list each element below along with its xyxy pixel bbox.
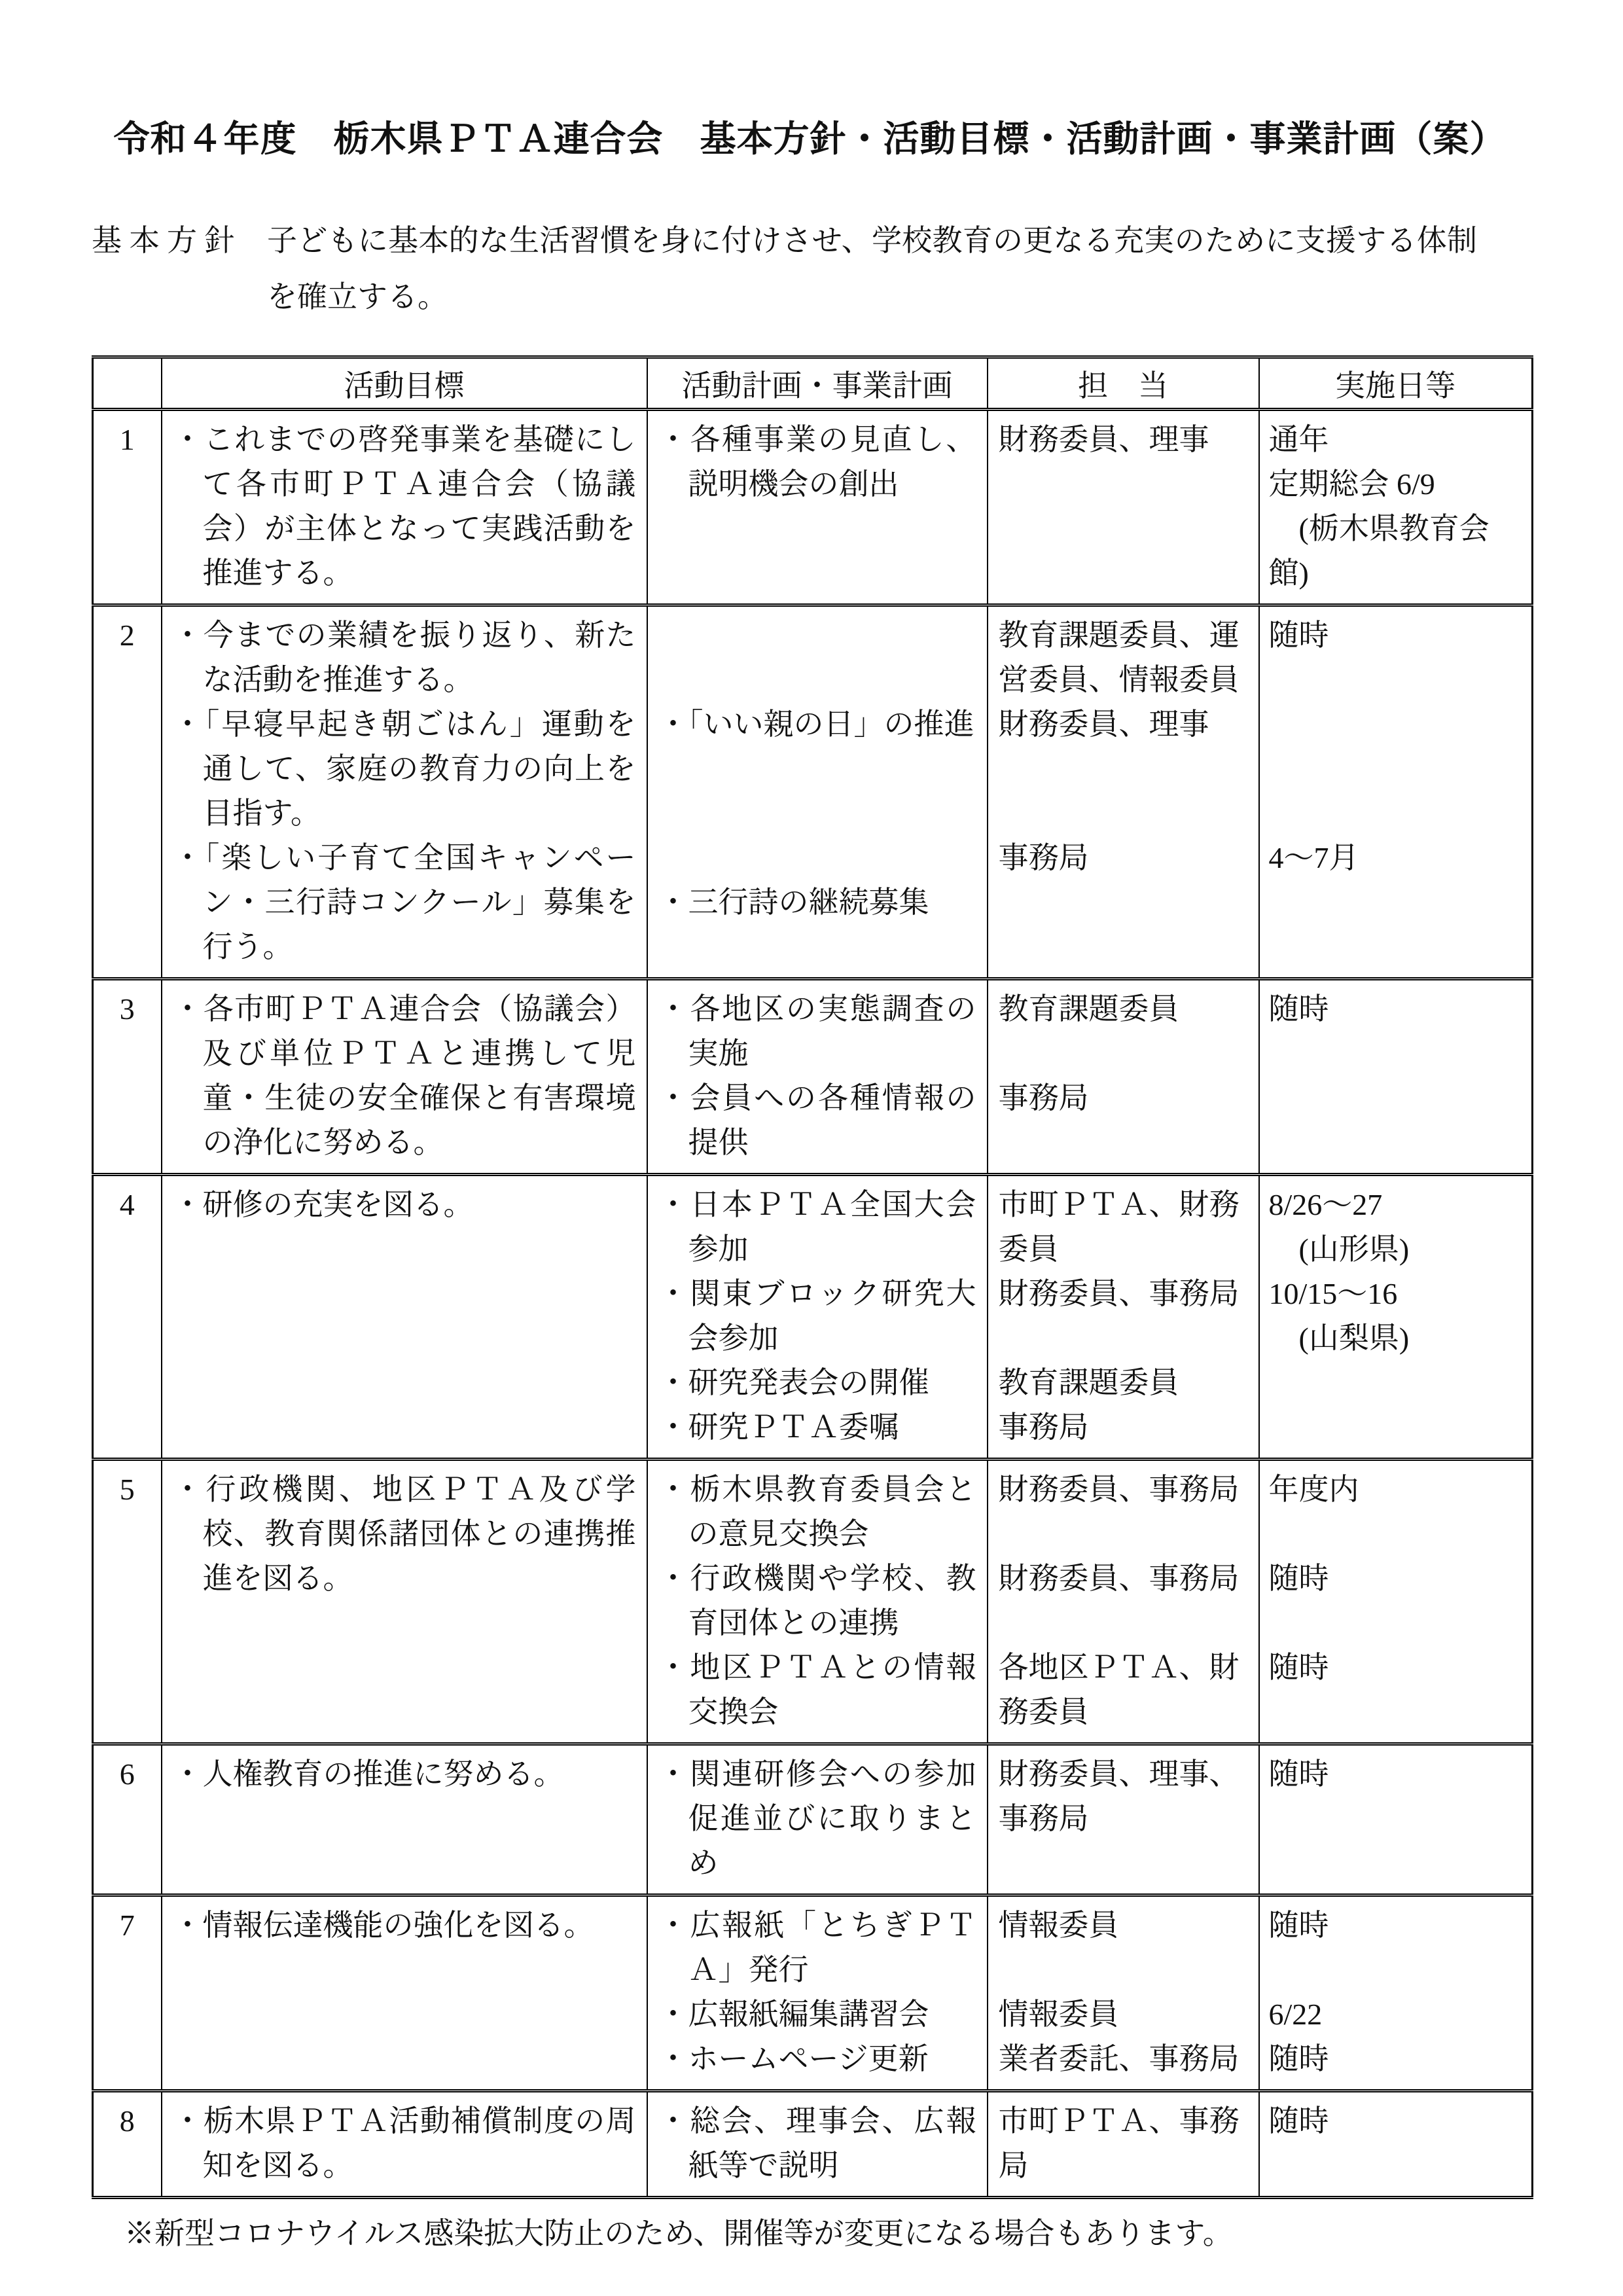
table-row	[93, 1175, 1533, 1460]
dates-cell	[1259, 979, 1533, 1175]
staff-item: 教育課題委員、運営委員、情報委員	[998, 619, 1240, 696]
plan-item: ・関東ブロック研究大会参加	[658, 1277, 976, 1355]
date-item: 8/26～27	[1268, 1188, 1383, 1221]
goal-item: ・今までの業績を振り返り、新たな活動を推進する。	[172, 619, 636, 696]
goal-item: ・情報伝達機能の強化を図る。	[172, 1909, 594, 1942]
staff-cell	[988, 410, 1259, 605]
plan-item: ・研究発表会の開催	[658, 1366, 929, 1399]
staff-item: 市町ＰＴＡ、財務委員	[998, 1188, 1240, 1266]
dates-cell	[1259, 410, 1533, 605]
staff-cell	[988, 979, 1259, 1175]
header-number	[93, 357, 162, 410]
basic-policy-label: 基 本 方 針	[92, 224, 235, 257]
row-number: 4	[93, 1175, 162, 1460]
row-number: 6	[93, 1744, 162, 1895]
date-item: 10/15～16	[1268, 1277, 1398, 1310]
staff-item: 情報委員	[998, 1909, 1119, 1942]
dates-cell	[1259, 1460, 1533, 1744]
staff-item: 財務委員、理事	[998, 423, 1209, 456]
plan-item: ・栃木県教育委員会との意見交換会	[658, 1473, 976, 1551]
plans-cell	[647, 605, 988, 979]
date-item: (山形県)	[1268, 1232, 1410, 1266]
date-item: 随時	[1268, 2042, 1329, 2075]
table-row	[93, 1744, 1533, 1895]
staff-item: 財務委員、理事	[998, 708, 1209, 741]
plan-item: ・行政機関や学校、教育団体との連携	[658, 1562, 976, 1640]
staff-item: 市町ＰＴＡ、事務局	[998, 2104, 1240, 2182]
header-plans: 活動計画・事業計画	[647, 357, 988, 410]
staff-cell	[988, 1744, 1259, 1895]
goal-item: ・これまでの啓発事業を基礎にして各市町ＰＴＡ連合会（協議会）が主体となって実践活動を推進する。	[172, 423, 636, 590]
staff-item: 財務委員、事務局	[998, 1562, 1240, 1595]
dates-cell	[1259, 1744, 1533, 1895]
plans-cell	[647, 979, 988, 1175]
date-item: 6/22	[1268, 1998, 1323, 2031]
staff-item: 事務局	[998, 1410, 1089, 1444]
goal-item: ・「楽しい子育て全国キャンペーン・三行詩コンクール」募集を行う。	[172, 841, 636, 963]
table-row	[93, 410, 1533, 605]
table-header	[93, 357, 1533, 410]
goals-cell	[162, 979, 647, 1175]
table-row	[93, 1460, 1533, 1744]
goal-item: ・各市町ＰＴＡ連合会（協議会）及び単位ＰＴＡと連携して児童・生徒の安全確保と有害環境の浄化に努める。	[172, 992, 636, 1159]
table-row	[93, 1895, 1533, 2091]
plans-cell	[647, 1895, 988, 2091]
goals-cell	[162, 1895, 647, 2091]
date-item: 随時	[1268, 619, 1329, 652]
dates-cell	[1259, 1175, 1533, 1460]
date-item: (栃木県教育会館)	[1268, 512, 1489, 590]
date-item: 随時	[1268, 1562, 1329, 1595]
staff-item: 財務委員、事務局	[998, 1473, 1240, 1506]
dates-cell	[1259, 1895, 1533, 2091]
table-header-row	[93, 357, 1533, 410]
table-row	[93, 2091, 1533, 2198]
header-goals: 活動目標	[162, 357, 647, 410]
goals-cell	[162, 605, 647, 979]
staff-cell	[988, 2091, 1259, 2198]
plan-item: ・広報紙編集講習会	[658, 1998, 929, 2031]
staff-item: 財務委員、理事、事務局	[998, 1757, 1240, 1835]
page-title: 令和４年度 栃木県ＰＴＡ連合会 基本方針・活動目標・活動計画・事業計画（案）	[113, 119, 1507, 159]
goals-cell	[162, 1460, 647, 1744]
plans-cell	[647, 1744, 988, 1895]
staff-cell	[988, 605, 1259, 979]
dates-cell	[1259, 2091, 1533, 2198]
date-item: 定期総会 6/9	[1268, 467, 1435, 501]
goals-cell	[162, 2091, 647, 2198]
plan-item: ・会員への各種情報の提供	[658, 1081, 976, 1159]
staff-item: 情報委員	[998, 1998, 1119, 2031]
row-number: 1	[93, 410, 162, 605]
basic-policy	[92, 213, 1528, 325]
row-number: 7	[93, 1895, 162, 2091]
activity-table-body	[93, 410, 1533, 2198]
date-item: 随時	[1268, 2104, 1329, 2138]
plan-item: ・関連研修会への参加促進並びに取りまとめ	[658, 1757, 976, 1880]
table-row	[93, 605, 1533, 979]
row-number: 5	[93, 1460, 162, 1744]
goals-cell	[162, 410, 647, 605]
row-number: 8	[93, 2091, 162, 2198]
date-item: 随時	[1268, 992, 1329, 1026]
goal-item: ・人権教育の推進に努める。	[172, 1757, 564, 1791]
header-staff: 担 当	[988, 357, 1259, 410]
staff-cell	[988, 1175, 1259, 1460]
date-item: 4～7月	[1268, 841, 1359, 874]
plans-cell	[647, 1175, 988, 1460]
goal-item: ・栃木県ＰＴＡ活動補償制度の周知を図る。	[172, 2104, 636, 2182]
activity-plan-table	[92, 355, 1533, 2199]
covid-footnote: ※新型コロナウイルス感染拡大防止のため、開催等が変更になる場合もあります。	[124, 2217, 1233, 2250]
goal-item: ・「早寝早起き朝ごはん」運動を通して、家庭の教育力の向上を目指す。	[172, 708, 636, 830]
staff-cell	[988, 1895, 1259, 2091]
plan-item: ・各種事業の見直し、説明機会の創出	[658, 423, 976, 501]
plan-item: ・ホームページ更新	[658, 2042, 929, 2075]
staff-item: 各地区ＰＴＡ、財務委員	[998, 1651, 1240, 1729]
plan-item: ・「いい親の日」の推進	[658, 708, 974, 741]
plan-item: ・総会、理事会、広報紙等で説明	[658, 2104, 976, 2182]
staff-item: 事務局	[998, 1081, 1089, 1115]
dates-cell	[1259, 605, 1533, 979]
plans-cell	[647, 2091, 988, 2198]
header-dates: 実施日等	[1259, 357, 1533, 410]
goals-cell	[162, 1744, 647, 1895]
basic-policy-text: 子どもに基本的な生活習慣を身に付けさせ、学校教育の更なる充実のために支援する体制を確立する。	[267, 224, 1477, 314]
staff-item: 財務委員、事務局	[998, 1277, 1240, 1310]
staff-item: 事務局	[998, 841, 1089, 874]
staff-item: 教育課題委員	[998, 1366, 1179, 1399]
date-item: 年度内	[1268, 1473, 1359, 1506]
date-item: 随時	[1268, 1651, 1329, 1684]
plan-item: ・日本ＰＴＡ全国大会参加	[658, 1188, 976, 1266]
date-item: 随時	[1268, 1909, 1329, 1942]
goal-item: ・研修の充実を図る。	[172, 1188, 474, 1221]
date-item: 通年	[1268, 423, 1329, 456]
plans-cell	[647, 1460, 988, 1744]
staff-cell	[988, 1460, 1259, 1744]
staff-item: 教育課題委員	[998, 992, 1179, 1026]
date-item: 随時	[1268, 1757, 1329, 1791]
plan-item: ・各地区の実態調査の実施	[658, 992, 976, 1070]
staff-item: 業者委託、事務局	[998, 2042, 1240, 2075]
table-row	[93, 979, 1533, 1175]
plan-item: ・研究ＰＴＡ委嘱	[658, 1410, 899, 1444]
plans-cell	[647, 410, 988, 605]
row-number: 2	[93, 605, 162, 979]
plan-item: ・地区ＰＴＡとの情報交換会	[658, 1651, 976, 1729]
row-number: 3	[93, 979, 162, 1175]
date-item: (山梨県)	[1268, 1321, 1410, 1355]
plan-item: ・三行詩の継続募集	[658, 886, 929, 919]
goal-item: ・行政機関、地区ＰＴＡ及び学校、教育関係諸団体との連携推進を図る。	[172, 1473, 636, 1595]
plan-item: ・広報紙「とちぎＰＴＡ」発行	[658, 1909, 976, 1986]
goals-cell	[162, 1175, 647, 1460]
